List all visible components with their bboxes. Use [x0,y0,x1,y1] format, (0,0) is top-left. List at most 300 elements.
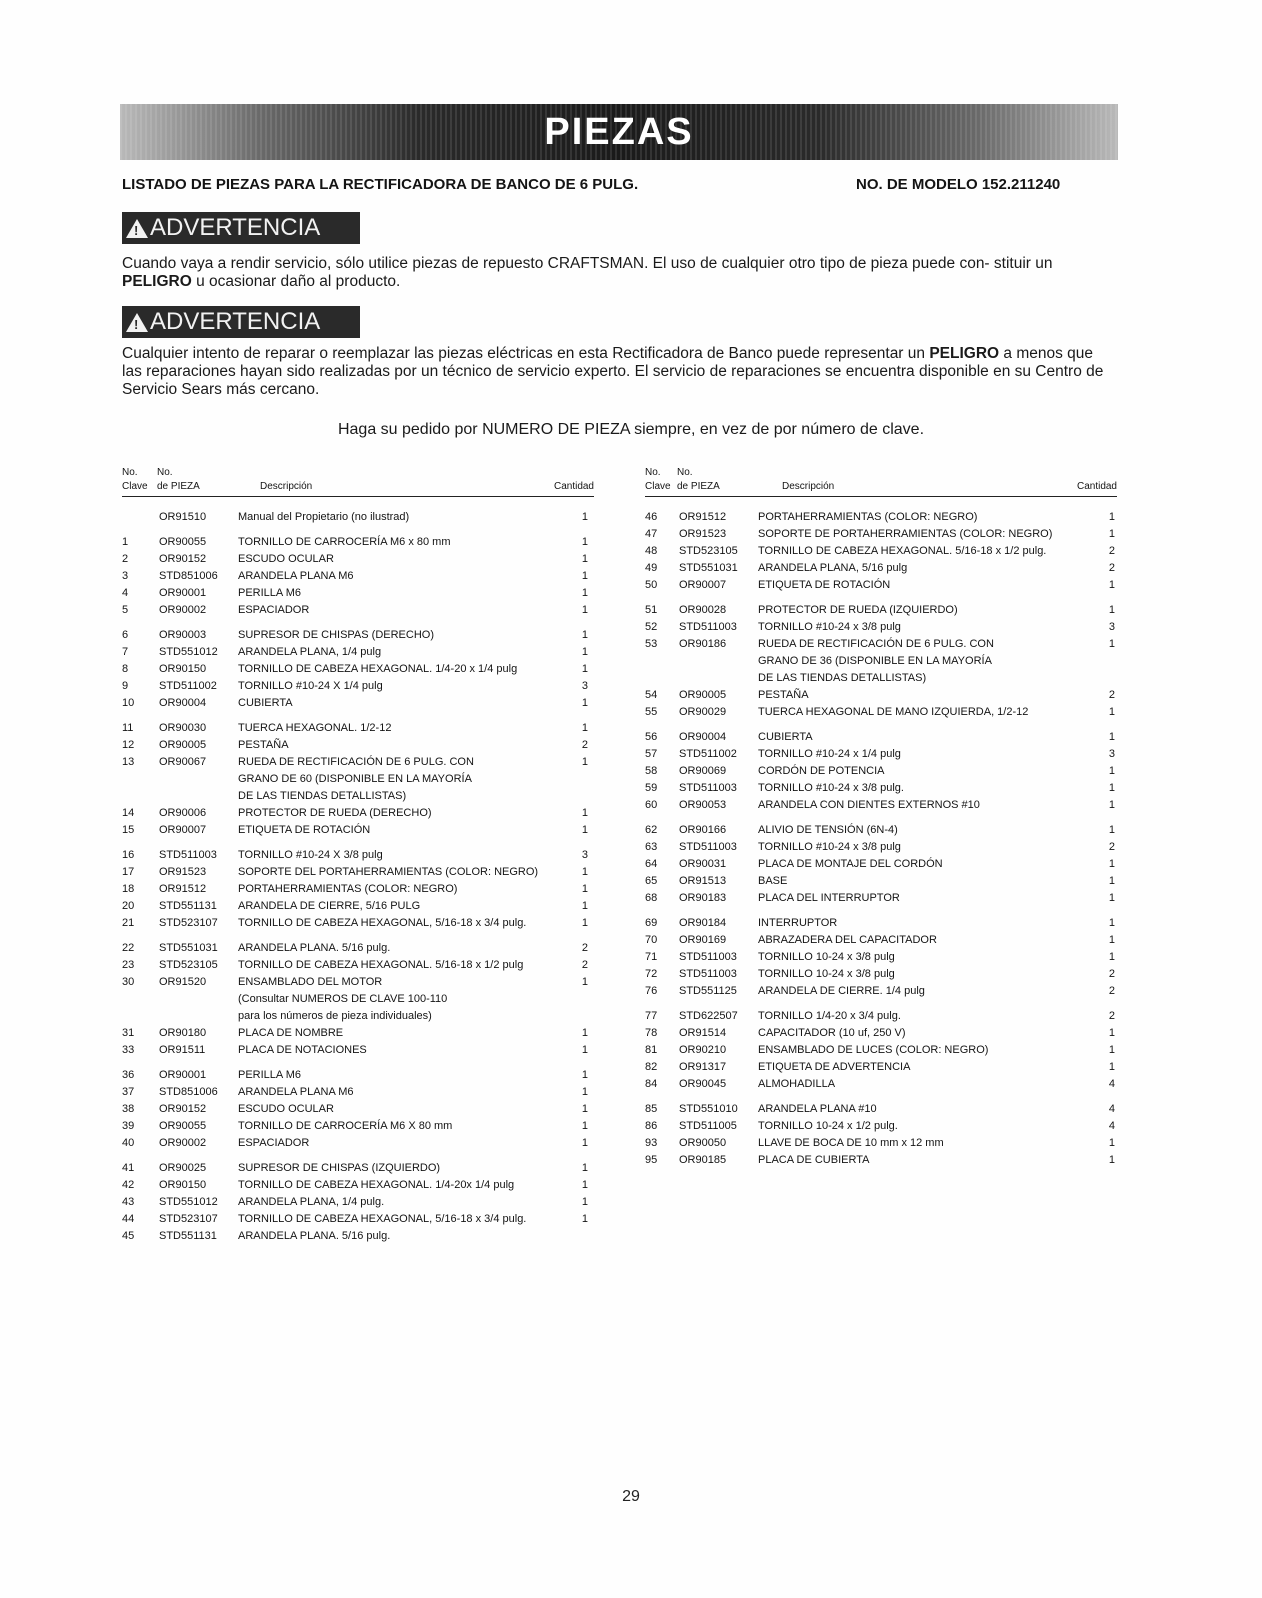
header-no: No. [122,467,138,478]
quantity-cell: 1 [581,587,588,599]
quantity-cell: 1 [581,824,588,836]
description-cell: ETIQUETA DE ROTACIÓN [238,824,371,836]
key-cell: 10 [122,697,135,709]
quantity-cell: 1 [581,1069,588,1081]
warning1-bold: PELIGRO [122,273,192,290]
part-number-cell: OR90152 [159,553,207,565]
part-number-cell: STD511003 [159,849,217,861]
key-cell: 70 [645,934,658,946]
table-row [122,1211,594,1228]
key-cell: 49 [645,562,658,574]
part-number-cell: OR91512 [159,883,207,895]
description-cell: PLACA DE NOMBRE [238,1027,344,1039]
table-row [645,1076,1117,1093]
table-row [645,729,1117,746]
table-row [645,526,1117,543]
quantity-cell: 1 [581,646,588,658]
part-number-cell: OR90001 [159,1069,207,1081]
part-number-cell: STD551125 [679,985,737,997]
header-cantidad: Cantidad [1076,481,1117,492]
part-number-cell: OR90184 [679,917,727,929]
table-row [122,534,594,551]
quantity-cell: 1 [581,807,588,819]
warning1-text-b: u ocasionar daño al producto. [191,273,401,290]
table-row [122,991,594,1008]
part-number-cell: OR90003 [159,629,207,641]
key-cell: 3 [122,570,129,582]
table-row [645,797,1117,814]
key-cell: 63 [645,841,658,853]
key-cell: 18 [122,883,135,895]
description-cell: BASE [758,875,788,887]
warning-label-text: ADVERTENCIA [150,214,321,241]
quantity-cell: 1 [581,1103,588,1115]
description-cell: GRANO DE 36 (DISPONIBLE EN LA MAYORÍA [758,655,992,667]
description-cell: TORNILLO DE CABEZA HEXAGONAL, 5/16-18 x 3/4 pulg. [238,917,527,929]
parts-rows-right [645,509,1117,1169]
table-row [122,585,594,602]
table-row [645,1101,1117,1118]
key-cell: 5 [122,604,129,616]
model-number: NO. DE MODELO 152.211240 [856,176,1061,193]
table-row [122,847,594,864]
table-row [122,627,594,644]
description-cell: ESPACIADOR [238,604,310,616]
key-cell: 58 [645,765,658,777]
key-cell: 23 [122,959,135,971]
key-cell: 17 [122,866,135,878]
table-row [122,602,594,619]
part-number-cell: OR90055 [159,536,207,548]
table-row [645,509,1117,526]
table-header [645,464,1117,497]
quantity-cell: 3 [581,680,588,692]
table-row [645,1118,1117,1135]
part-number-cell: OR90007 [679,579,727,591]
key-cell: 85 [645,1103,658,1115]
table-row [645,560,1117,577]
description-cell: ETIQUETA DE ADVERTENCIA [758,1061,911,1073]
part-number-cell: OR90006 [159,807,207,819]
quantity-cell: 1 [581,900,588,912]
quantity-cell: 1 [1108,875,1115,887]
table-row [122,1160,594,1177]
description-cell: TORNILLO #10-24 x 3/8 pulg [758,621,901,633]
quantity-cell: 1 [1108,824,1115,836]
table-row [122,754,594,771]
quantity-cell: 3 [1108,748,1115,760]
description-cell: PERILLA M6 [238,1069,301,1081]
quantity-cell: 1 [581,1162,588,1174]
description-cell: ESCUDO OCULAR [238,1103,334,1115]
key-cell: 57 [645,748,658,760]
part-number-cell: STD551131 [159,900,217,912]
quantity-cell: 1 [581,917,588,929]
table-row [645,763,1117,780]
description-cell: TORNILLO 10-24 x 1/2 pulg. [758,1120,898,1132]
warning-paragraph-2 [122,345,1117,399]
part-number-cell: OR90180 [159,1027,207,1039]
part-number-cell: STD622507 [679,1010,738,1022]
quantity-cell: 1 [1108,917,1115,929]
description-cell: PORTAHERRAMIENTAS (COLOR: NEGRO) [238,883,458,895]
description-cell: SUPRESOR DE CHISPAS (DERECHO) [238,629,434,641]
table-row [645,932,1117,949]
description-cell: RUEDA DE RECTIFICACIÓN DE 6 PULG. CON [758,638,994,650]
header-de-pieza: de PIEZA [677,481,720,492]
part-number-cell: OR91523 [159,866,207,878]
part-number-cell: OR90152 [159,1103,207,1115]
description-cell: TORNILLO #10-24 x 1/4 pulg [758,748,901,760]
table-row [645,1059,1117,1076]
part-number-cell: STD511003 [679,841,737,853]
quantity-cell: 1 [581,1213,588,1225]
order-note: Haga su pedido por NUMERO DE PIEZA siempre, en vez de por número de clave. [337,421,925,438]
description-cell: TORNILLO DE CABEZA HEXAGONAL. 1/4-20x 1/4 pulg [238,1179,515,1191]
part-number-cell: STD511005 [679,1120,737,1132]
table-row [122,1101,594,1118]
part-number-cell: OR90025 [159,1162,207,1174]
quantity-cell: 4 [1108,1120,1115,1132]
table-row [122,644,594,661]
part-number-cell: OR90050 [679,1137,727,1149]
description-cell: ARANDELA PLANA, 5/16 pulg [758,562,908,574]
quantity-cell: 1 [1108,765,1115,777]
key-cell: 15 [122,824,135,836]
section-banner [120,104,1118,160]
quantity-cell: 1 [581,697,588,709]
table-row [645,746,1117,763]
warning-label-text: ADVERTENCIA [150,308,321,335]
quantity-cell: 2 [1108,968,1115,980]
key-cell: 31 [122,1027,135,1039]
description-cell: TORNILLO DE CABEZA HEXAGONAL. 1/4-20 x 1/4 pulg [238,663,518,675]
key-cell: 7 [122,646,129,658]
key-cell: 54 [645,689,658,701]
part-number-cell: STD523105 [679,545,738,557]
part-number-cell: OR90150 [159,663,207,675]
table-row [122,822,594,839]
quantity-cell: 1 [581,866,588,878]
key-cell: 2 [122,553,129,565]
table-row [645,602,1117,619]
table-row [122,1194,594,1211]
part-number-cell: OR90210 [679,1044,727,1056]
table-row [122,788,594,805]
description-cell: ARANDELA PLANA. 5/16 pulg. [238,942,391,954]
key-cell: 71 [645,951,658,963]
description-cell: ARANDELA PLANA M6 [238,1086,354,1098]
table-row [645,1042,1117,1059]
description-cell: ARANDELA DE CIERRE. 1/4 pulg [758,985,925,997]
quantity-cell: 1 [581,536,588,548]
key-cell: 55 [645,706,658,718]
description-cell: Manual del Propietario (no ilustrad) [238,511,410,523]
table-row [122,1084,594,1101]
description-cell: TORNILLO DE CARROCERÍA M6 X 80 mm [238,1120,453,1132]
description-cell: CAPACITADOR (10 uf, 250 V) [758,1027,906,1039]
key-cell: 50 [645,579,658,591]
quantity-cell: 2 [1108,545,1115,557]
description-cell: LLAVE DE BOCA DE 10 mm x 12 mm [758,1137,944,1149]
header-no: No. [645,467,661,478]
part-number-cell: OR90185 [679,1154,727,1166]
part-number-cell: STD523107 [159,917,218,929]
part-number-cell: OR90002 [159,1137,207,1149]
description-cell: TORNILLO 1/4-20 x 3/4 pulg. [758,1010,901,1022]
part-number-cell: STD523105 [159,959,218,971]
part-number-cell: STD551031 [679,562,738,574]
warning2-text-b: a menos que las reparaciones hayan sido realizadas por un técnico de servicio experto. El servicio de reparaciones se encuentra disponible en su Centro de Servicio Sears más cercano. [122,345,1104,398]
quantity-cell: 1 [581,663,588,675]
part-number-cell: STD551031 [159,942,218,954]
table-row [645,890,1117,907]
table-row [645,949,1117,966]
part-number-cell: STD511003 [679,621,737,633]
part-number-cell: OR90183 [679,892,727,904]
quantity-cell: 1 [1108,1061,1115,1073]
quantity-cell: 1 [581,1137,588,1149]
quantity-cell: 1 [1108,934,1115,946]
description-cell: ARANDELA DE CIERRE, 5/16 PULG [238,900,421,912]
table-row [645,966,1117,983]
key-cell: 21 [122,917,135,929]
key-cell: 81 [645,1044,658,1056]
key-cell: 41 [122,1162,135,1174]
key-cell: 93 [645,1137,658,1149]
part-number-cell: STD523107 [159,1213,218,1225]
key-cell: 95 [645,1154,658,1166]
table-row [645,1135,1117,1152]
description-cell: PLACA DE NOTACIONES [238,1044,367,1056]
description-cell: ALMOHADILLA [758,1078,836,1090]
table-row [122,1177,594,1194]
table-row [645,1025,1117,1042]
table-header [122,464,594,497]
part-number-cell: OR90029 [679,706,727,718]
quantity-cell: 1 [581,883,588,895]
header-no2: No. [677,467,693,478]
part-number-cell: OR90030 [159,722,207,734]
table-row [645,704,1117,721]
key-cell: 30 [122,976,135,988]
description-cell: ESPACIADOR [238,1137,310,1149]
part-number-cell: OR90166 [679,824,727,836]
quantity-cell: 1 [581,1027,588,1039]
description-cell: PLACA DE CUBIERTA [758,1154,870,1166]
part-number-cell: OR90004 [159,697,207,709]
part-number-cell: OR90186 [679,638,727,650]
description-cell: PROTECTOR DE RUEDA (DERECHO) [238,807,432,819]
key-cell: 4 [122,587,129,599]
banner-title: PIEZAS [544,111,694,153]
description-cell: TORNILLO #10-24 X 1/4 pulg [238,680,383,692]
table-row [645,1008,1117,1025]
description-cell: CORDÓN DE POTENCIA [758,765,885,777]
quantity-cell: 2 [581,942,588,954]
description-cell: GRANO DE 60 (DISPONIBLE EN LA MAYORÍA [238,773,472,785]
table-row [122,957,594,974]
key-cell: 11 [122,722,134,734]
description-cell: PERILLA M6 [238,587,301,599]
key-cell: 16 [122,849,135,861]
description-cell: TORNILLO 10-24 x 3/8 pulg [758,951,895,963]
key-cell: 64 [645,858,658,870]
quantity-cell: 1 [1108,511,1115,523]
description-cell: TORNILLO DE CABEZA HEXAGONAL, 5/16-18 x 3/4 pulg. [238,1213,527,1225]
key-cell: 53 [645,638,658,650]
table-row [122,678,594,695]
warning1-text-a: Cuando vaya a rendir servicio, sólo utilice piezas de repuesto CRAFTSMAN. El uso de cualquier otro tipo de pieza puede con- stituir un [122,255,1053,272]
key-cell: 48 [645,545,658,557]
parts-rows-left [122,509,594,1245]
description-cell: para los números de pieza individuales) [238,1010,432,1022]
parts-table-right [645,464,1117,1169]
key-cell: 1 [122,536,129,548]
key-cell: 52 [645,621,658,633]
key-cell: 42 [122,1179,135,1191]
key-cell: 33 [122,1044,135,1056]
description-cell: CUBIERTA [758,731,813,743]
table-row [122,1135,594,1152]
key-cell: 37 [122,1086,135,1098]
description-cell: SUPRESOR DE CHISPAS (IZQUIERDO) [238,1162,441,1174]
table-row [122,568,594,585]
table-row [122,940,594,957]
quantity-cell: 1 [1108,604,1115,616]
key-cell: 13 [122,756,135,768]
quantity-cell: 1 [1108,1044,1115,1056]
description-cell: PESTAÑA [758,689,809,701]
key-cell: 60 [645,799,658,811]
description-cell: ARANDELA PLANA, 1/4 pulg. [238,1196,385,1208]
table-row [645,839,1117,856]
table-row [122,881,594,898]
key-cell: 68 [645,892,658,904]
table-row [645,687,1117,704]
quantity-cell: 1 [1108,892,1115,904]
part-number-cell: OR91512 [679,511,727,523]
key-cell: 14 [122,807,135,819]
part-number-cell: OR90002 [159,604,207,616]
quantity-cell: 1 [1108,799,1115,811]
key-cell: 36 [122,1069,135,1081]
part-number-cell: OR90007 [159,824,207,836]
part-number-cell: STD551012 [159,1196,218,1208]
description-cell: (Consultar NUMEROS DE CLAVE 100-110 [238,993,448,1005]
quantity-cell: 1 [1108,706,1115,718]
description-cell: PLACA DEL INTERRUPTOR [758,892,900,904]
header-de-pieza: de PIEZA [157,481,200,492]
key-cell: 8 [122,663,129,675]
description-cell: TORNILLO DE CABEZA HEXAGONAL. 5/16-18 x 1/2 pulg. [758,545,1047,557]
key-cell: 77 [645,1010,658,1022]
quantity-cell: 1 [1108,858,1115,870]
quantity-cell: 1 [1108,951,1115,963]
key-cell: 39 [122,1120,135,1132]
quantity-cell: 1 [581,629,588,641]
key-cell: 65 [645,875,658,887]
description-cell: TORNILLO DE CABEZA HEXAGONAL. 5/16-18 x 1/2 pulg [238,959,524,971]
quantity-cell: 1 [581,1120,588,1132]
header-cantidad: Cantidad [553,481,594,492]
description-cell: SOPORTE DEL PORTAHERRAMIENTAS (COLOR: NEGRO) [238,866,539,878]
key-cell: 46 [645,511,658,523]
header-clave: Clave [122,481,148,492]
key-cell: 20 [122,900,135,912]
key-cell: 6 [122,629,129,641]
quantity-cell: 2 [581,739,588,751]
quantity-cell: 2 [1108,1010,1115,1022]
part-number-cell: OR90069 [679,765,727,777]
part-number-cell: OR91520 [159,976,207,988]
description-cell: TORNILLO DE CARROCERÍA M6 x 80 mm [238,536,451,548]
warning-label-1 [122,212,360,244]
key-cell: 82 [645,1061,658,1073]
key-cell: 9 [122,680,129,692]
table-row [122,737,594,754]
description-cell: TORNILLO 10-24 x 3/8 pulg [758,968,895,980]
key-cell: 45 [122,1230,135,1242]
part-number-cell: STD511002 [159,680,217,692]
table-row [645,983,1117,1000]
description-cell: ARANDELA CON DIENTES EXTERNOS #10 [758,799,980,811]
part-number-cell: STD511003 [679,968,737,980]
table-row [122,720,594,737]
description-cell: TORNILLO #10-24 x 3/8 pulg [758,841,901,853]
table-row [122,509,594,526]
table-row [122,915,594,932]
part-number-cell: OR91510 [159,511,207,523]
description-cell: TORNILLO #10-24 x 3/8 pulg. [758,782,904,794]
table-row [122,974,594,991]
key-cell: 76 [645,985,658,997]
description-cell: INTERRUPTOR [758,917,838,929]
quantity-cell: 1 [581,756,588,768]
part-number-cell: STD551131 [159,1230,217,1242]
part-number-cell: OR90150 [159,1179,207,1191]
key-cell: 84 [645,1078,658,1090]
quantity-cell: 1 [581,976,588,988]
quantity-cell: 1 [581,722,588,734]
header-clave: Clave [645,481,671,492]
part-number-cell: OR90067 [159,756,207,768]
part-number-cell: OR91513 [679,875,727,887]
quantity-cell: 2 [1108,841,1115,853]
table-row [645,780,1117,797]
warning-paragraph-1 [122,255,1122,291]
key-cell: 78 [645,1027,658,1039]
header-no2: No. [157,467,173,478]
key-cell: 12 [122,739,135,751]
table-row [122,1008,594,1025]
description-cell: ALIVIO DE TENSIÓN (6N-4) [758,824,898,836]
quantity-cell: 1 [1108,731,1115,743]
description-cell: ENSAMBLADO DE LUCES (COLOR: NEGRO) [758,1044,989,1056]
table-row [122,1042,594,1059]
key-cell: 44 [122,1213,135,1225]
description-cell: ABRAZADERA DEL CAPACITADOR [758,934,937,946]
part-number-cell: OR91317 [679,1061,727,1073]
description-cell: PROTECTOR DE RUEDA (IZQUIERDO) [758,604,958,616]
part-number-cell: OR90169 [679,934,727,946]
table-row [122,771,594,788]
warning-label-2 [122,306,360,338]
description-cell: PLACA DE MONTAJE DEL CORDÓN [758,858,943,870]
quantity-cell: 3 [1108,621,1115,633]
quantity-cell: 4 [1108,1078,1115,1090]
description-cell: TUERCA HEXAGONAL. 1/2-12 [238,722,392,734]
